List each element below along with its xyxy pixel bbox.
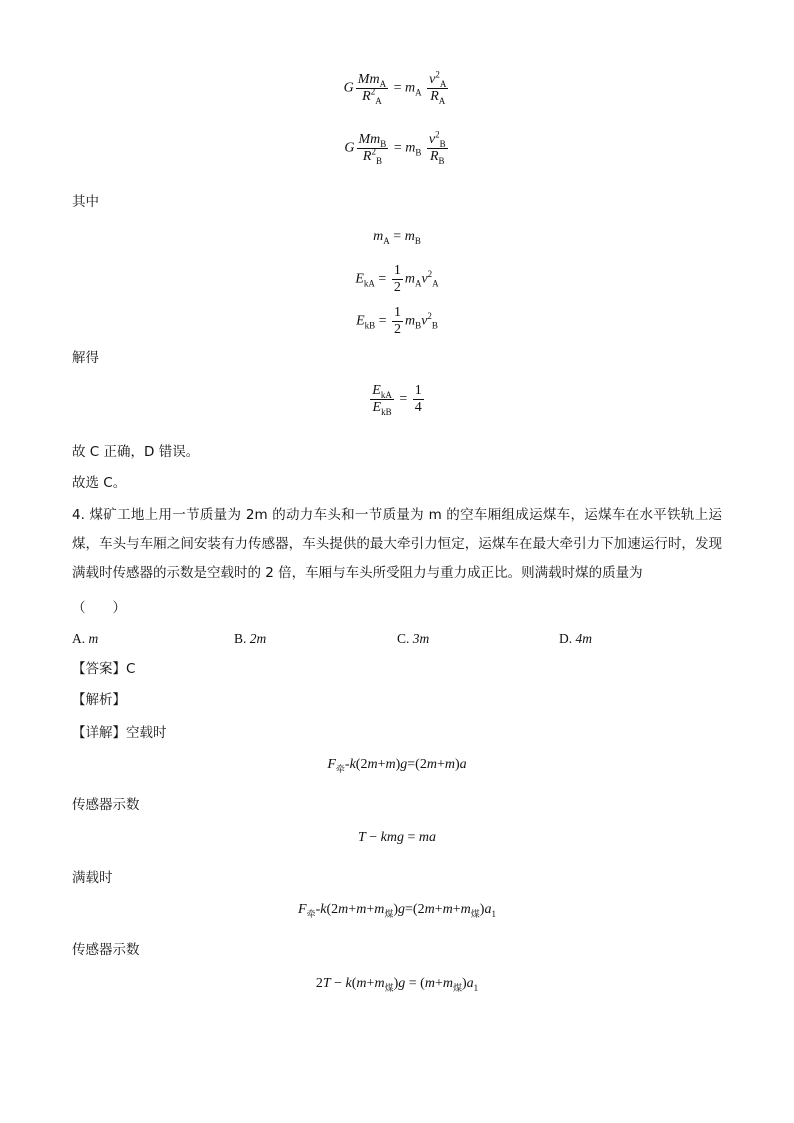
option-value: 4m <box>575 631 592 646</box>
equation-sensor-full: $2T - k(m+m_煤)g = (m+m_煤)a_1$ <box>315 976 479 993</box>
equation-mass-equal: $m_A = m_B$ <box>373 229 421 246</box>
answer-label: 【答案】 <box>72 661 126 677</box>
equation-empty-load: $F_牵-k(2m+m)g=(2m+m)a$ <box>327 757 467 774</box>
answer-blank: （ ） <box>72 600 126 616</box>
option-b <box>234 629 266 649</box>
option-value: 2m <box>249 631 267 646</box>
detail-label: 【详解】 <box>72 725 126 741</box>
option-letter: D. <box>559 631 573 646</box>
question-4 <box>72 501 722 588</box>
answer-value: C <box>126 661 136 677</box>
analysis-label: 【解析】 <box>72 692 126 708</box>
label-sensor-1: 传感器示数 <box>72 797 140 813</box>
conclusion-text: 故 C 正确，D 错误。 <box>72 444 200 460</box>
option-value: m <box>88 631 99 646</box>
question-text: 煤矿工地上用一节质量为 2m 的动力车头和一节质量为 m 的空车厢组成运煤车，运煤车在水平铁轨上运煤，车头与车厢之间安装有力传感器，车头提供的最大牵引力恒定，运煤车在最大牵引力下加速运行时，发现满载时传感器的示数是空载时的 2 倍，车厢与车头所受阻力与重力成正比。则满载时煤的质量为 <box>72 507 722 581</box>
label-full-load: 满载时 <box>72 870 113 886</box>
option-d <box>559 629 592 649</box>
question-number: 4. <box>72 507 85 523</box>
answer-line <box>72 659 135 679</box>
equation-gravity-b: G $\frac{Mm_B}{R^2_B}$ = $m_B$ $\frac{v^2_B}{R_B}$ <box>344 129 446 166</box>
equation-ratio: $\frac{E_{kA}}{E_{kB}}$ = $\frac{1}{4}$ <box>372 383 422 417</box>
label-jiede: 解得 <box>72 350 99 366</box>
label-sensor-2: 传感器示数 <box>72 942 140 958</box>
choose-text: 故选 C。 <box>72 475 127 491</box>
option-letter: B. <box>234 631 247 646</box>
option-a <box>72 629 98 649</box>
option-c <box>397 629 429 649</box>
detail-text: 空载时 <box>126 725 167 741</box>
equation-kinetic-b: $E_{kB}$ = $\frac{1}{2}$ $m_Bv^2_B$ <box>356 305 438 337</box>
option-letter: A. <box>72 631 86 646</box>
equation-sensor-empty: T − kmg = ma <box>357 830 437 845</box>
label-qizhong: 其中 <box>72 194 99 210</box>
option-value: 3m <box>412 631 430 646</box>
option-letter: C. <box>397 631 410 646</box>
equation-kinetic-a: $E_{kA}$ = $\frac{1}{2}$ $m_Av^2_A$ <box>355 263 439 295</box>
detail-line <box>72 723 167 743</box>
equation-gravity-a: G $\frac{Mm_A}{R^2_A}$ = $m_A$ $\frac{v^2_A}{R_A}$ <box>343 69 447 106</box>
equation-full-load: $F_牵-k(2m+m+m_煤)g=(2m+m+m_煤)a_1$ <box>298 902 496 919</box>
